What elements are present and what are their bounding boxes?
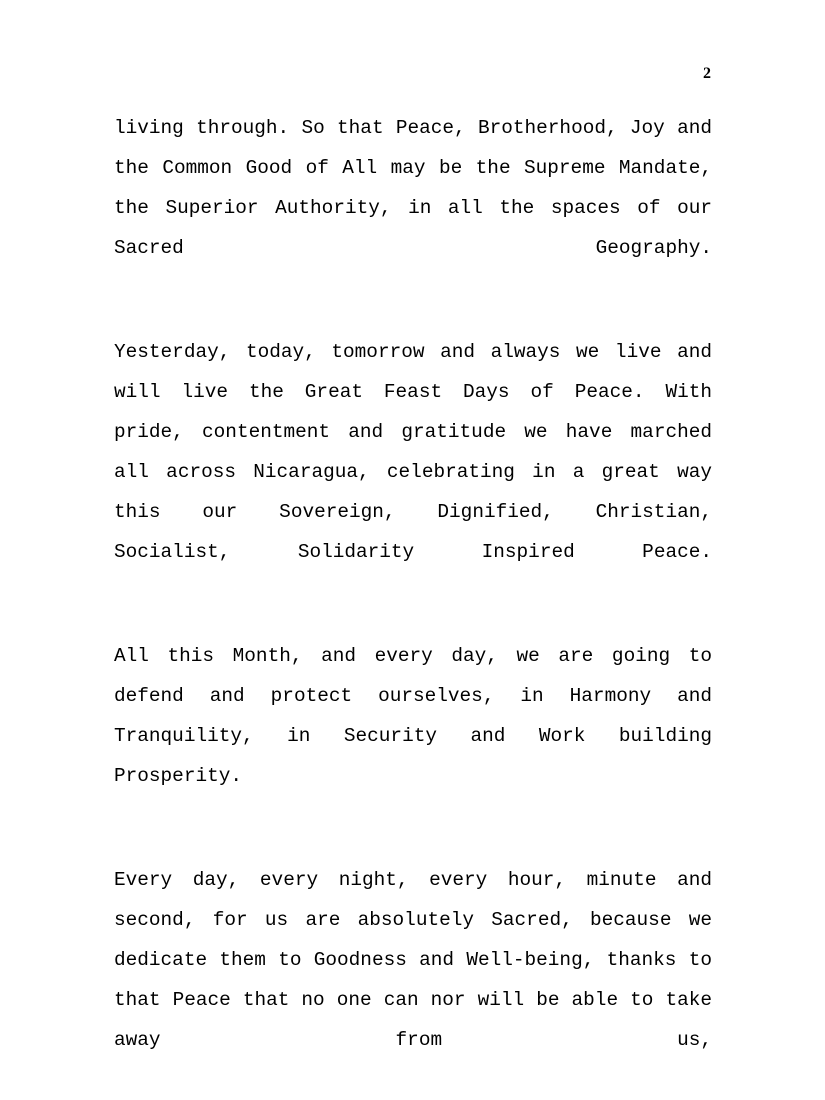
- paragraph: All this Month, and every day, we are going to defend and protect ourselves, in Harmony and Tranquility, in Security and Work building Prosperity.: [114, 645, 712, 787]
- page-number: 2: [703, 65, 711, 82]
- paragraph: Every day, every night, every hour, minute and second, for us are absolutely Sacred, because we dedicate them to Goodness and Well-being, thanks to that Peace that no one can nor will be able to take away from us,: [114, 869, 712, 1051]
- body-text-column: [114, 108, 712, 1100]
- paragraph: Yesterday, today, tomorrow and always we live and will live the Great Feast Days of Peace. With pride, contentment and gratitude we have marched all across Nicaragua, celebrating in a great way this our Sovereign, Dignified, Christian, Socialist, Solidarity Inspired Peace.: [114, 341, 712, 563]
- paragraph: living through. So that Peace, Brotherhood, Joy and the Common Good of All may be the Supreme Mandate, the Superior Authority, in all the spaces of our Sacred Geography.: [114, 117, 712, 259]
